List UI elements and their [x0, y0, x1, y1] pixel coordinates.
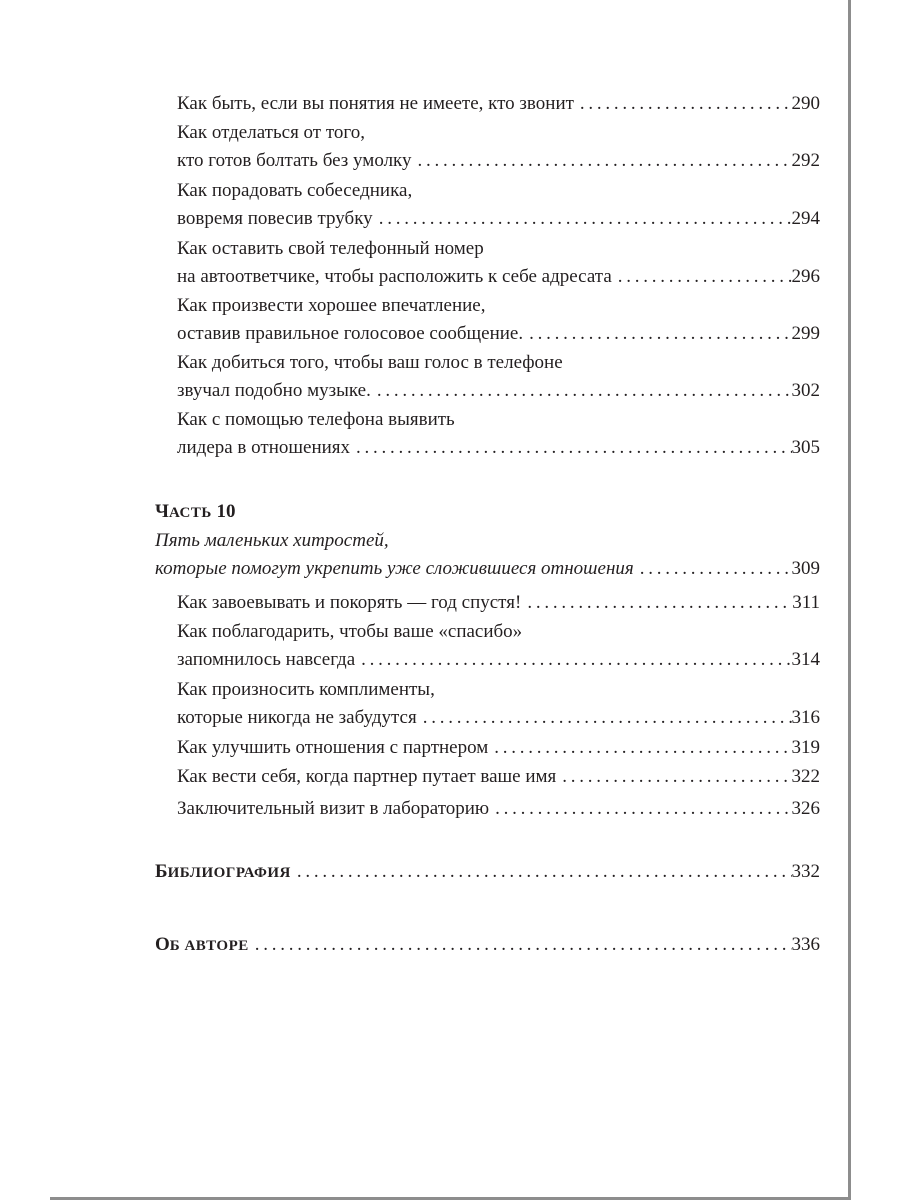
page-number: 299: [791, 323, 820, 344]
entry-title: которые никогда не забудутся: [177, 707, 417, 728]
toc-line: [177, 795, 820, 823]
part-number: 10: [216, 501, 236, 522]
page-number: 319: [791, 737, 820, 758]
page-number: 296: [791, 266, 820, 287]
toc-entry[interactable]: [177, 292, 820, 348]
entry-title-line: Как отделаться от того,: [177, 122, 365, 143]
entry-title: Как вести себя, когда партнер путает ваше имя: [177, 766, 557, 787]
part-heading[interactable]: [155, 498, 820, 583]
dot-leader: [523, 320, 791, 348]
part-title: ЧАСТЬ 10: [155, 501, 236, 522]
toc-line: [177, 320, 820, 348]
page-number: 336: [791, 934, 820, 955]
dot-leader: [612, 263, 792, 291]
toc-entry[interactable]: [177, 90, 820, 118]
entry-title-line: Как произносить комплименты,: [177, 679, 435, 700]
toc-line: [177, 263, 820, 291]
entry-title: Как улучшить отношения с партнером: [177, 737, 489, 758]
entry-title: ОБ АВТОРЕ: [155, 934, 249, 955]
toc-entry-bibliography[interactable]: [155, 858, 820, 887]
entry-title: на автоответчике, чтобы расположить к себе адресата: [177, 266, 612, 287]
entry-title: запомнилось навсегда: [177, 649, 356, 670]
toc-entry[interactable]: [177, 795, 820, 823]
toc-line: [155, 555, 820, 583]
toc-entry[interactable]: [177, 618, 820, 674]
toc-entry[interactable]: [177, 406, 820, 462]
page-number: 305: [791, 437, 820, 458]
page-number: 309: [791, 558, 820, 579]
dot-leader: [350, 434, 791, 462]
dot-leader: [373, 205, 792, 233]
toc-entry[interactable]: [177, 763, 820, 791]
toc-line: [177, 147, 820, 175]
dot-leader: [489, 795, 791, 823]
toc-line: [155, 858, 820, 887]
entry-title: Заключительный визит в лабораторию: [177, 798, 490, 819]
entry-title-line: Как произвести хорошее впечатление,: [177, 295, 486, 316]
page-number: 311: [792, 592, 820, 613]
page-number: 302: [791, 380, 820, 401]
dot-leader: [556, 763, 791, 791]
dot-leader: [521, 589, 792, 617]
page-number: 332: [791, 861, 820, 882]
dot-leader: [417, 704, 792, 732]
dot-leader: [574, 90, 792, 118]
entry-title-line: Как с помощью телефона выявить: [177, 409, 455, 430]
page-number: 326: [791, 798, 820, 819]
book-page: [50, 0, 851, 1200]
dot-leader: [355, 646, 791, 674]
dot-leader: [488, 734, 791, 762]
toc-entry[interactable]: [177, 119, 820, 175]
page-number: 294: [791, 208, 820, 229]
entry-title: БИБЛИОГРАФИЯ: [155, 861, 291, 882]
toc-line: [177, 589, 820, 617]
toc-entry[interactable]: [177, 177, 820, 233]
entry-title: вовремя повесив трубку: [177, 208, 373, 229]
toc-line: [177, 205, 820, 233]
page-number: 316: [791, 707, 820, 728]
toc-entry[interactable]: [177, 734, 820, 762]
toc-entry[interactable]: [177, 349, 820, 405]
page-number: 314: [791, 649, 820, 670]
page-number: 292: [791, 150, 820, 171]
entry-title: кто готов болтать без умолку: [177, 150, 412, 171]
toc-entry[interactable]: [177, 235, 820, 291]
dot-leader: [291, 858, 792, 886]
entry-title: Как завоевывать и покорять — год спустя!: [177, 592, 522, 613]
entry-title: звучал подобно музыке.: [177, 380, 371, 401]
entry-title-line: Как добиться того, чтобы ваш голос в телефоне: [177, 352, 563, 373]
part-subtitle-line: Пять маленьких хитростей,: [155, 530, 389, 551]
toc-line: [177, 734, 820, 762]
toc-line: [177, 763, 820, 791]
toc-line: [155, 931, 820, 960]
toc-entry[interactable]: [177, 589, 820, 617]
part-subtitle: которые помогут укрепить уже сложившиеся отношения: [155, 558, 634, 579]
entry-title-line: Как порадовать собеседника,: [177, 180, 413, 201]
toc-line: [177, 646, 820, 674]
page-number: 290: [791, 93, 820, 114]
dot-leader: [249, 931, 792, 959]
entry-title-line: Как оставить свой телефонный номер: [177, 238, 484, 259]
toc-entry[interactable]: [177, 676, 820, 732]
entry-title: Как быть, если вы понятия не имеете, кто звонит: [177, 93, 574, 114]
entry-title-line: Как поблагодарить, чтобы ваше «спасибо»: [177, 621, 523, 642]
dot-leader: [371, 377, 792, 405]
table-of-contents: [50, 0, 848, 1197]
entry-title: лидера в отношениях: [177, 437, 351, 458]
toc-entry-about-author[interactable]: [155, 931, 820, 960]
dot-leader: [412, 147, 792, 175]
toc-line: [177, 90, 820, 118]
toc-line: [177, 377, 820, 405]
page-number: 322: [791, 766, 820, 787]
entry-title: оставив правильное голосовое сообщение.: [177, 323, 524, 344]
toc-line: [177, 704, 820, 732]
toc-line: [177, 434, 820, 462]
dot-leader: [634, 555, 792, 583]
